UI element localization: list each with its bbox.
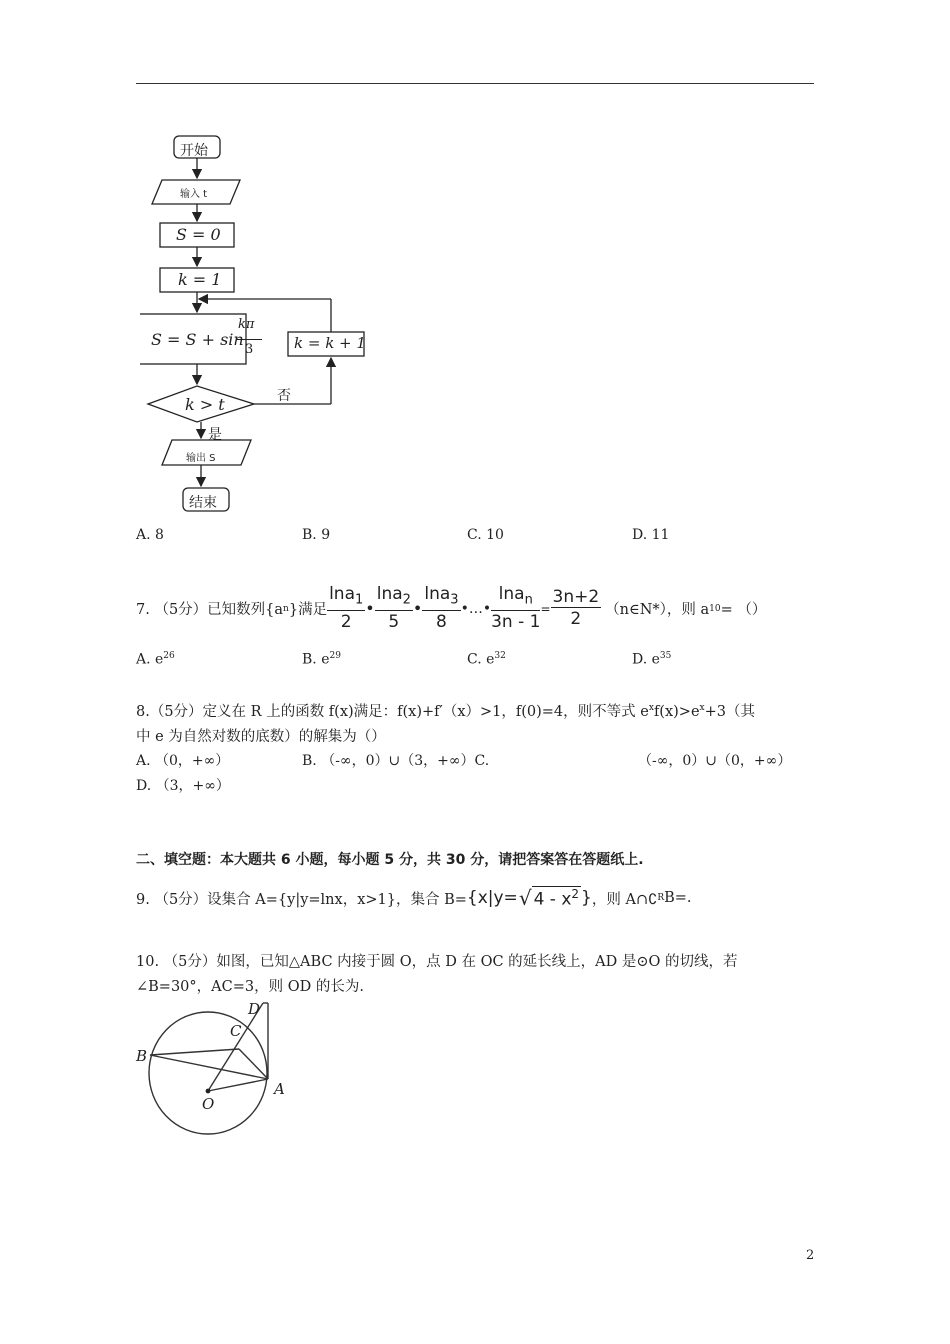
update-s-fraction-bar (236, 339, 262, 340)
page-number: 2 (806, 1248, 815, 1263)
section-2-heading: 二、填空题：本大题共 6 小题，每小题 5 分，共 30 分，请把答案答在答题纸上. (136, 852, 644, 868)
q6-option-b: B. 9 (302, 527, 331, 543)
q8-option-d: D. （3，+∞） (136, 778, 230, 794)
end-label: 结束 (189, 495, 217, 511)
q10-line-2: ∠B=30°，AC=3，则 OD 的长为. (136, 979, 364, 995)
start-label: 开始 (180, 143, 208, 159)
q7-frac-rhs (551, 587, 602, 630)
q7-f2-den: 5 (388, 612, 400, 633)
q7-f1-num: lna (329, 584, 355, 604)
q8-line-1 (136, 700, 755, 721)
q7-option-c: C. $e^{32}$ (467, 651, 506, 668)
no-label: 否 (277, 388, 291, 404)
q9-tail: ，则 A∩∁ (591, 891, 658, 908)
center-point-o (206, 1089, 211, 1094)
q8-sup2: x (699, 703, 705, 714)
q7-fn-num: lna (498, 584, 525, 604)
q7-frac-1 (327, 584, 365, 633)
q8-option-a: A. （0，+∞） (136, 753, 230, 769)
label-a: A (274, 1080, 285, 1098)
flowchart (140, 128, 380, 518)
init-s-label: S = 0 (176, 225, 221, 244)
q8-line1-a: 8.（5分）定义在 R 上的函数 f(x)满足：f(x)+f′（x）>1，f(0)=4，则不等式 e (136, 704, 649, 720)
q8-option-b: B. （-∞，0）∪（3，+∞）C. (302, 753, 490, 769)
q9-text: 9. （5分）设集合 A={y|y=lnx，x>1}，集合 B= (136, 891, 467, 908)
segment-ba (150, 1055, 268, 1079)
q9-radicand-sup: 2 (571, 887, 580, 902)
q7-frac-2 (375, 584, 413, 633)
update-s-den: 3 (245, 342, 254, 357)
segment-bc (150, 1049, 239, 1055)
question-9 (136, 886, 692, 910)
question-7: 7. （5分）已知数列{a n }满足 $\frac{\ln a_1}{2}$ • $\frac{\ln a_2}{5}$ • $\frac{\ln a_3}{8}$ •…• $\frac{\ln a_n}{3n - 1}$ = $\frac{3n+2}{2}$ （n∈N*），则 a 10 = （） (136, 584, 767, 633)
q7-suffix-tail: = （） (720, 602, 767, 619)
q9-radicand-text: 4 - x (533, 889, 572, 910)
q9-radicand (532, 886, 581, 910)
q9-tail-end: B=. (664, 890, 692, 906)
q9-set-close: } (581, 888, 592, 908)
circle-figure (132, 995, 302, 1145)
input-label: 输入 t (180, 189, 208, 200)
incr-k-label: k = k + 1 (294, 334, 366, 352)
circle-o (149, 1012, 267, 1134)
q7-frac-n (491, 584, 540, 633)
label-d: D (248, 1000, 261, 1018)
q7-f1-sub: 1 (355, 592, 364, 608)
q6-option-d: D. 11 (632, 527, 670, 543)
q7-f1-den: 2 (340, 612, 352, 633)
condition-label: k > t (185, 395, 225, 414)
label-b: B (136, 1047, 148, 1065)
label-o: O (202, 1095, 215, 1113)
q8-line1-mid: f(x)>e (653, 704, 700, 720)
q7-suffix-sub: 10 (709, 603, 721, 614)
q8-line1-tail: +3（其 (704, 704, 755, 720)
update-s-num: kπ (238, 317, 255, 332)
q7-option-b: B. $e^{29}$ (302, 651, 341, 668)
q7-f3-num: lna (424, 584, 451, 604)
q8-sup1: x (648, 703, 654, 714)
q7-prefix-sub: n (283, 603, 289, 614)
q7-frac-3 (422, 584, 460, 633)
output-label: 输出 S (186, 453, 216, 464)
q7-dots: •…• (460, 600, 492, 617)
q8-option-c: （-∞，0）∪（0，+∞） (638, 753, 792, 769)
q8-line-2: 中 e 为自然对数的底数）的解集为（） (136, 729, 386, 745)
q7-option-d: D. $e^{35}$ (632, 651, 672, 668)
q9-radical-sign: √ (518, 886, 532, 910)
q7-prefix-tail: }满足 (288, 602, 328, 619)
label-c: C (230, 1022, 242, 1040)
update-s-label: S = S + sin (151, 330, 244, 349)
q9-tail-sub: R (657, 893, 665, 903)
q7-rhs-den: 2 (570, 609, 582, 630)
q7-f3-den: 8 (436, 612, 447, 633)
q7-rhs-num: 3n+2 (552, 587, 600, 608)
q7-prefix: 7. （5分）已知数列{a (136, 602, 284, 619)
q7-option-a: A. $e^{26}$ (136, 651, 175, 668)
q7-f2-num: lna (376, 584, 403, 604)
q10-line-1: 10. （5分）如图，已知△ABC 内接于圆 O，点 D 在 OC 的延长线上，AD 是⊙O 的切线，若 (136, 954, 738, 970)
q7-f3-sub: 3 (450, 592, 459, 608)
q7-f2-sub: 2 (402, 592, 411, 608)
q7-fn-den: 3n - 1 (491, 612, 541, 633)
q7-suffix: （n∈N*），则 a (605, 602, 710, 619)
init-k-label: k = 1 (178, 270, 222, 289)
q6-option-a: A. 8 (136, 527, 164, 543)
q9-set-open: {x|y= (466, 888, 518, 908)
q7-fn-sub: n (524, 592, 533, 608)
header-rule (136, 83, 814, 84)
yes-label: 是 (208, 427, 222, 443)
q6-option-c: C. 10 (467, 527, 504, 543)
segment-oa (208, 1079, 268, 1091)
q7-eq: = (540, 601, 551, 616)
